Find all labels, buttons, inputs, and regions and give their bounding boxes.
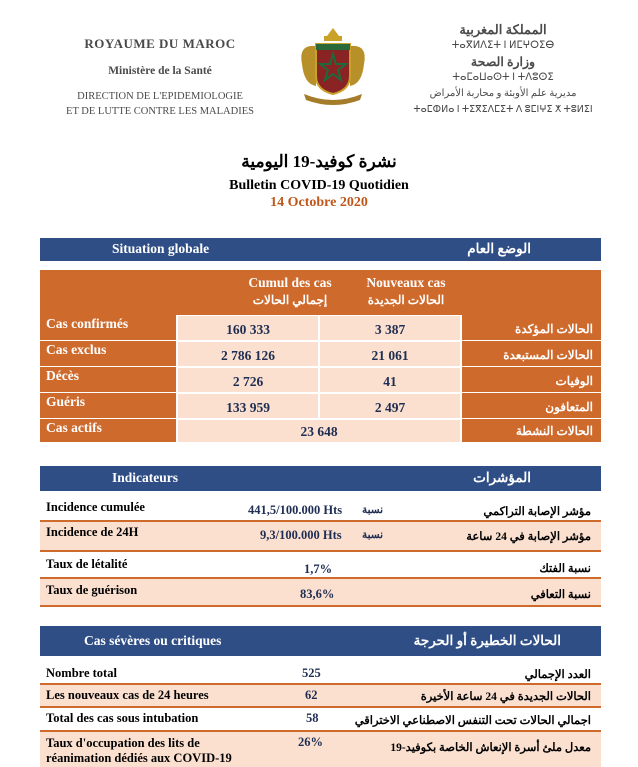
column-new: [356, 275, 456, 308]
active-cases-label: [40, 419, 176, 442]
severe-row: [40, 732, 601, 767]
indicator-row: [40, 497, 601, 522]
table-row-label: [40, 393, 176, 418]
severe-heading-fr: Cas sévères ou critiques: [84, 633, 222, 648]
table-row-label: [40, 315, 176, 340]
row-label-fr: Cas exclus: [46, 342, 107, 357]
cumul-cell: [178, 368, 318, 392]
severe-value: 525: [302, 666, 321, 680]
new-cell: [320, 316, 460, 340]
title-arabic: نشرة كوفيد-19 اليومية: [241, 152, 397, 171]
severe-label-line-1: Taux d'occupation des lits de: [46, 736, 200, 750]
row-label-fr: Décès: [46, 368, 79, 383]
situation-heading-fr: Situation globale: [112, 241, 210, 256]
severe-label-line-2: réanimation dédiés aux COVID-19: [46, 751, 232, 765]
severe-value: 58: [306, 711, 319, 725]
indicator-value: 441,5/100.000 Hts: [248, 503, 343, 517]
indicator-label-ar: نسبة الفتك: [539, 563, 591, 575]
new-value: 2 497: [374, 400, 406, 415]
indicator-row: [40, 552, 601, 579]
severe-row: [40, 685, 601, 708]
cumul-cell: [178, 316, 318, 340]
situation-header-bar: [40, 238, 601, 261]
situation-heading-ar: الوضع العام: [467, 241, 531, 256]
bulletin-date: 14 Octobre 2020: [270, 195, 368, 210]
row-divider: [40, 605, 601, 607]
direction-line-2: ET DE LUTTE CONTRE LES MALADIES: [66, 106, 254, 117]
severe-row: [40, 663, 601, 685]
table-row-label-ar: [462, 393, 601, 418]
active-cases-label-ar: [462, 419, 601, 442]
new-cell: [320, 368, 460, 392]
active-cases-cell: [178, 420, 460, 442]
severe-row: [40, 708, 601, 732]
indicator-row: [40, 579, 601, 607]
indicator-label-fr: Taux de létalité: [46, 557, 128, 571]
title-french: Bulletin COVID-19 Quotidien: [229, 178, 409, 193]
new-value: 3 387: [374, 322, 406, 337]
cumul-cell: [178, 394, 318, 418]
active-value: 23 648: [300, 424, 338, 439]
row-label-fr: Guéris: [46, 394, 85, 409]
severe-value: 26%: [298, 735, 323, 749]
coat-of-arms-icon: [294, 24, 372, 108]
new-cell: [320, 342, 460, 366]
severe-heading-ar: الحالات الخطيرة أو الحرجة: [413, 633, 561, 648]
column-new-ar: الحالات الجديدة: [367, 293, 445, 307]
kingdom-name-tifinagh: ⵜⴰⴳⵍⴷⵉⵜ ⵏ ⵍⵎⵖⵔⵉⴱ: [451, 40, 555, 51]
row-label-ar: الحالات المؤكدة: [515, 322, 593, 336]
table-row-label-ar: [462, 315, 601, 340]
situation-column-header: [40, 270, 601, 315]
table-row-label: [40, 341, 176, 366]
indicator-label-ar: نسبة التعافي: [530, 589, 591, 601]
cumul-cell: [178, 342, 318, 366]
active-label-fr: Cas actifs: [46, 420, 102, 435]
indicator-label-fr: Incidence de 24H: [46, 525, 139, 539]
indicator-value: 1,7%: [304, 562, 333, 576]
new-value: 21 061: [371, 348, 409, 363]
kingdom-name-ar: المملكة المغربية: [459, 22, 547, 37]
ministry-name-tifinagh: ⵜⴰⵎⴰⵡⴰⵙⵜ ⵏ ⵜⴷⵓⵙⵉ: [452, 72, 554, 83]
table-row-label-ar: [462, 341, 601, 366]
column-cumul-ar: إجمالي الحالات: [252, 293, 328, 307]
indicator-row: [40, 522, 601, 552]
severe-header-bar: [40, 626, 601, 656]
row-label-ar: المتعافون: [545, 400, 593, 414]
severe-value: 62: [305, 688, 318, 702]
ministry-name-ar: وزارة الصحة: [470, 55, 536, 69]
indicator-label-ar: مؤشر الإصابة التراكمي: [483, 506, 591, 518]
indicator-label-fr: Incidence cumulée: [46, 500, 145, 514]
severe-label-ar: الحالات الجديدة في 24 ساعة الأخيرة: [420, 691, 591, 703]
direction-line-1: DIRECTION DE L'EPIDEMIOLOGIE: [77, 91, 243, 102]
severe-label-fr: Nombre total: [46, 666, 117, 680]
row-label-fr: Cas confirmés: [46, 316, 129, 331]
severe-label-ar: اجمالي الحالات تحت التنفس الاصطناعي الاختراقي: [354, 715, 591, 727]
cumul-value: 2 726: [232, 374, 264, 389]
new-cell: [320, 394, 460, 418]
indicator-label-fr: Taux de guérison: [46, 583, 138, 597]
indicator-small-label: نسبة: [362, 505, 384, 516]
header-french: [40, 36, 280, 119]
direction-tifinagh: ⵜⴰⵎⵀⵍⴰ ⵏ ⵜⵉⴳⵉⴷⵎⵉⵜ ⴷ ⵓⵎⵏⵖⵉ ⵅ ⵜⵓⵍⵉⵏ: [413, 105, 593, 115]
table-row-label-ar: [462, 367, 601, 392]
cumul-value: 133 959: [226, 400, 270, 415]
column-cumul: [216, 275, 364, 308]
row-label-ar: الحالات المستبعدة: [503, 348, 593, 362]
column-new-fr: Nouveaux cas: [366, 275, 446, 290]
cumul-value: 160 333: [226, 322, 270, 337]
column-cumul-fr: Cumul des cas: [248, 275, 332, 290]
indicator-value: 83,6%: [300, 587, 335, 601]
active-label-ar: الحالات النشطة: [515, 424, 593, 438]
indicator-label-ar: مؤشر الإصابة في 24 ساعة: [466, 531, 591, 543]
header-arabic: [408, 22, 598, 118]
table-row-label: [40, 367, 176, 392]
direction-ar: مديرية علم الأوبئة و محاربة الأمراض: [429, 88, 577, 99]
severe-label-ar: العدد الإجمالي: [524, 669, 591, 681]
new-value: 41: [383, 374, 397, 389]
ministry-name-fr: Ministère de la Santé: [108, 65, 212, 77]
kingdom-name-fr: ROYAUME DU MAROC: [84, 36, 236, 51]
severe-label-fr: Total des cas sous intubation: [46, 711, 199, 725]
indicators-heading-ar: المؤشرات: [473, 470, 531, 485]
cumul-value: 2 786 126: [221, 348, 275, 363]
indicator-value: 9,3/100.000 Hts: [260, 528, 342, 542]
severe-label-ar: معدل ملئ أسرة الإنعاش الخاصة بكوفيد-19: [390, 742, 591, 754]
severe-label-fr: Les nouveaux cas de 24 heures: [46, 688, 209, 702]
indicator-small-label: نسبة: [362, 530, 384, 541]
severe-label-fr: [46, 736, 232, 766]
indicators-heading-fr: Indicateurs: [112, 470, 179, 485]
indicators-header-bar: [40, 466, 601, 491]
row-label-ar: الوفيات: [555, 374, 593, 388]
